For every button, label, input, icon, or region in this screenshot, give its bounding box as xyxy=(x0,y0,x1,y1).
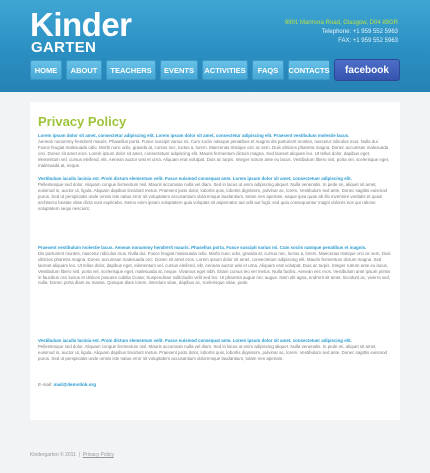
footer-copyright: Kindergarten © 2011 xyxy=(30,452,76,458)
policy-paragraph xyxy=(38,176,392,211)
paragraph-body: Dis parturient montes, nascetur ridiculus mus. Nulla dui. Fusce feugiat malesuada odio. Morbi nunc odio, gravida at, cursus nec, luctus a, lorem. Maecenas tristique orci ac sem. Duis ultricies pharetra magna. Donec accumsan malesuada orci. Donec sit amet eros. Lorem ipsum dolor sit amet, consectetuer adipiscing elit. Mauris fermentum dictum magna. Sed laoreet aliquam leo. Ut tellus dolor, dapibus eget, elementum vel, cursus eleifend, elit. Aenean auctor wisi et urna. Aliquam erat volutpat. Duis ac turpis. Integer rutrum ante eu lacus. Vestibulum libero nisl, porta vel, scelerisque eget, malesuada at, neque. Vivamus eget nibh. Etiam cursus leo vel metus. Nulla facilisi. Aenean nec eros. Vestibulum ante ipsum primis in faucibus orci luctus et ultrices posuere cubilia Curae; Suspendisse sollicitudin velit sed leo. Ut pharetra augue nec augue. Nam elit agna, endrerit sit amet, tincidunt ac, viverra sed, nulla. Donec porta diam eu massa. Quisque diam lorem, interdum vitae, dapibus ac, scelerisque vitae, pede. xyxy=(38,250,391,286)
policy-paragraph xyxy=(38,338,392,362)
email-label: E-mail: xyxy=(38,382,53,387)
policy-paragraph xyxy=(38,133,392,168)
paragraph-lead: Vestibulum iaculis lacinia est. Proin dictum elementum velit. Fusce euismod consequat ante. Lorem ipsum dolor sit amet, consectetuer adipiscing elit. xyxy=(38,176,352,181)
site-header xyxy=(0,0,430,92)
site-footer: Kindergarten © 2011 | Privacy Policy xyxy=(30,452,114,458)
contact-address: 8901 Marmora Road, Glasgow, D04 89GR xyxy=(284,20,398,26)
policy-paragraph xyxy=(38,245,392,286)
paragraph-body: Pellentesque sed dolor. Aliquam congue fermentum nisl. Mauris accumsan nulla vel diam. Sed in lacus ut enim adipiscing aliquet. Nulla venenatis. In pede mi, aliquet sit amet, euismod in, auctor ut, ligula. Aliquam dapibus tincidunt metus. Praesent justo dolor, lobortis quis, lobortis dignissim, pulvinar ac, lorem. Vestibulum sed ante. Donec sagittis euismod purus. Sed ut perspiciatis unde omnis iste natus error sit voluptatem accusantium doloremque laudantium, totam rem aperiam, eaque ipsa quae ab illo inventore veritatis et quasi architecto beatae vitae dicta sunt explicabo. Nemo enim ipsam voluptatem quia voluptas sit aspernatur aut odit aut fugit, sed quia consequuntur magni dolores eos qui ratione voluptatem sequi nesciunt. xyxy=(38,181,387,211)
logo-subtitle: GARTEN xyxy=(31,39,97,56)
nav-teachers[interactable]: TEACHERS xyxy=(106,60,156,80)
nav-activities[interactable]: ACTIVITIES xyxy=(202,60,248,80)
email-line xyxy=(38,382,96,387)
nav-contacts[interactable]: CONTACTS xyxy=(288,60,330,80)
nav-faqs[interactable]: FAQS xyxy=(252,60,284,80)
paragraph-lead: Vestibulum iaculis lacinia est. Proin dictum elementum velit. Fusce euismod consequat ante. Lorem ipsum dolor sit amet, consectetuer adipiscing elit. xyxy=(38,338,352,343)
nav-home[interactable]: HOME xyxy=(30,60,62,80)
contact-fax: FAX: +1 959 552 5963 xyxy=(338,38,398,44)
contact-info xyxy=(285,19,398,46)
content-panel xyxy=(30,102,400,420)
email-link[interactable]: mail@demolink.org xyxy=(53,382,97,387)
nav-events[interactable]: EVENTS xyxy=(160,60,198,80)
logo-title[interactable]: Kinder xyxy=(30,6,132,43)
contact-telephone: Telephone: +1 959 552 5963 xyxy=(321,29,398,35)
footer-privacy-link[interactable]: Privacy Policy xyxy=(82,452,114,458)
paragraph-lead: Praesent vestibulum molestie lacus. Aenean nonummy hendrerit mauris. Phasellus porta. Fusce suscipit varius mi. Cum sociis natoque penatibus et magnis. xyxy=(38,245,367,250)
paragraph-body: Aenean nonummy hendrerit mauris. Phasellus porta. Fusce suscipit varius mi. Cum sociis natoque penatibus et magnis dis parturient montes, nascetur ridiculus mus. Nulla dui. Fusce feugiat malesuada odio. Morbi nunc odio, gravida at, cursus nec, luctus a, lorem. Maecenas tristique orci ac sem. Duis ultricies pharetra magna. Donec accumsan malesuada orci. Donec sit amet eros. Lorem ipsum dolor sit amet, consectetuer adipiscing elit. Mauris fermentum dictum magna. Sed laoreet aliquam leo. Ut tellus dolor, dapibus eget, elementum vel, cursus eleifend, elit. Aenean auctor wisi et urna. Aliquam erat volutpat. Duis ac turpis. Integer rutrum ante eu lacus. Vestibulum libero nisl, porta vel, scelerisque eget, malesuada at, neque. xyxy=(38,138,390,168)
paragraph-lead: Lorem ipsum dolor sit amet, consectetur adipiscing elit. Lorem ipsum dolor sit amet, consectetur adipiscing elit. Praesent vestibulum molestie lacus. xyxy=(38,133,350,138)
main-nav xyxy=(30,60,330,80)
facebook-button[interactable]: facebook xyxy=(334,59,400,81)
page-title: Privacy Policy xyxy=(38,114,127,129)
paragraph-body: Pellentesque sed dolor. Aliquam congue fermentum nisl. Mauris accumsan nulla vel diam. Sed in lacus ut enim adipiscing aliquet. Nulla venenatis. In pede mi, aliquet sit amet, euismod in, auctor ut, ligula. Aliquam dapibus tincidunt metus. Praesent justo dolor, lobortis quis, lobortis dignissim, pulvinar ac, lorem. Vestibulum sed ante. Donec sagittis euismod purus. Sed ut perspiciatis unde omnis iste natus error sit voluptatem accusantium doloremque laudantium, totam rem aperiam. xyxy=(38,343,387,361)
nav-about[interactable]: ABOUT xyxy=(66,60,102,80)
